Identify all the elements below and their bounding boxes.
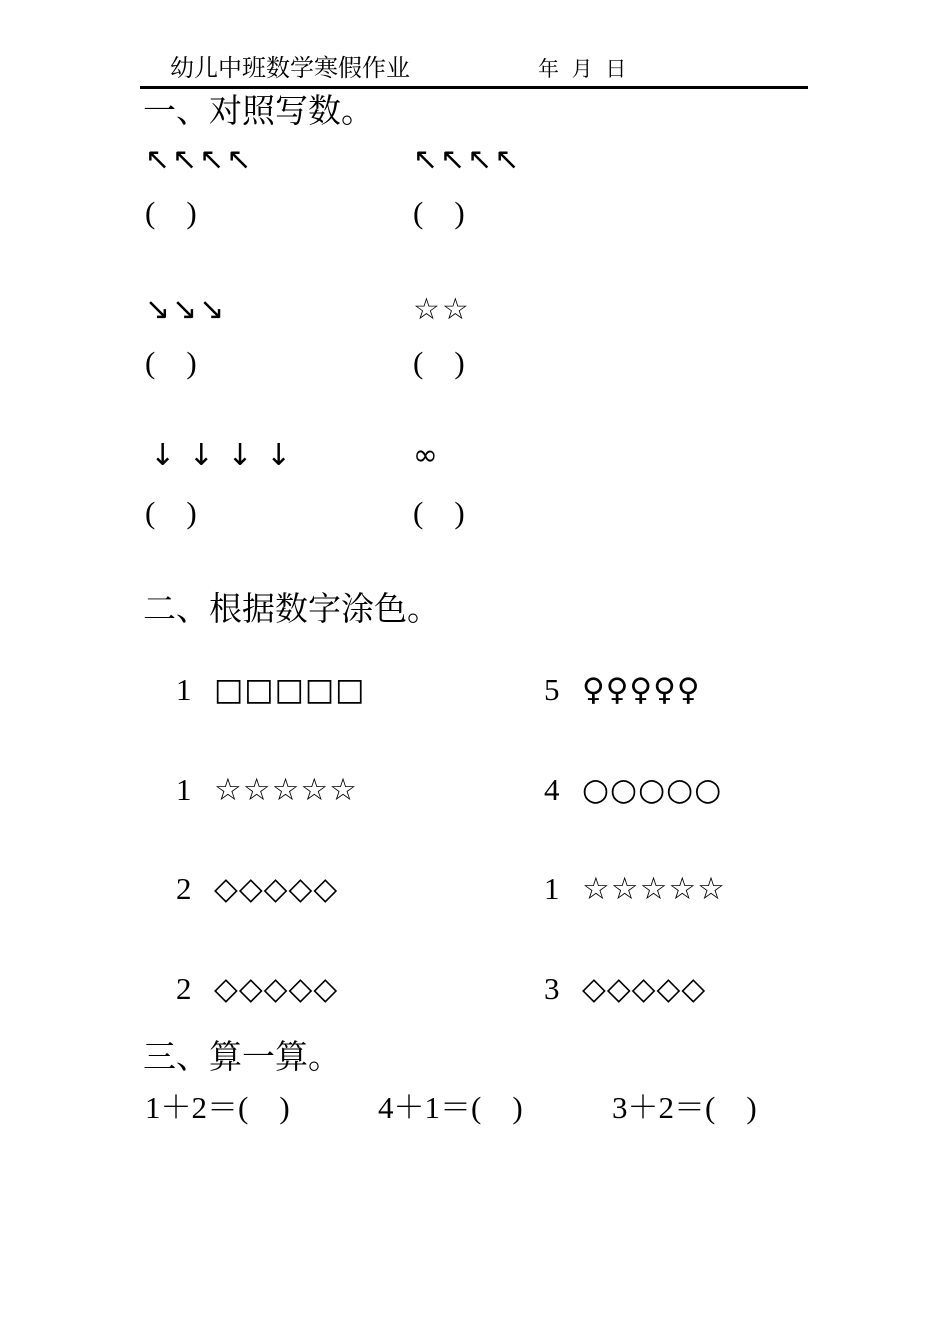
color-row-7 [145, 942, 338, 1036]
diamond-shapes: ◇◇◇◇◇ [214, 971, 339, 1007]
symbol-group-5: ↓ ↓ ↓ ↓ [150, 438, 294, 473]
color-count: 5 [544, 672, 560, 707]
answer-blank-4: ( ) [413, 345, 465, 380]
answer-blank-5: ( ) [145, 495, 197, 530]
header-divider [140, 86, 808, 89]
star-shapes: ☆☆☆☆☆ [582, 871, 726, 907]
section-1-title: 一、对照写数。 [143, 91, 374, 130]
section-2-title: 二、根据数字涂色。 [143, 589, 440, 628]
math-problem-2: 4＋1＝( ) [378, 1090, 523, 1125]
color-row-6 [513, 842, 726, 936]
color-row-3 [145, 743, 358, 837]
color-count: 2 [176, 971, 192, 1006]
color-count: 1 [544, 871, 560, 906]
diamond-shapes: ◇◇◇◇◇ [582, 971, 707, 1007]
math-problem-1: 1＋2＝( ) [145, 1090, 290, 1125]
color-count: 4 [544, 772, 560, 807]
date-field: 年 月 日 [538, 57, 627, 81]
color-count: 1 [176, 772, 192, 807]
symbol-group-2: ↖↖↖↖ [413, 142, 522, 177]
answer-blank-6: ( ) [413, 495, 465, 530]
diamond-shapes: ◇◇◇◇◇ [214, 871, 339, 907]
female-sign-shapes: ♀♀♀♀♀ [582, 672, 701, 708]
symbol-group-3: ↘↘↘ [145, 292, 227, 327]
math-problem-3: 3＋2＝( ) [612, 1090, 757, 1125]
answer-blank-1: ( ) [145, 195, 197, 230]
symbol-group-1: ↖↖↖↖ [145, 142, 254, 177]
square-shapes: □□□□□ [214, 672, 366, 708]
color-count: 3 [544, 971, 560, 1006]
symbol-group-4: ☆☆ [413, 292, 471, 327]
worksheet-title: 幼儿中班数学寒假作业 [170, 54, 410, 82]
color-count: 2 [176, 871, 192, 906]
answer-blank-3: ( ) [145, 345, 197, 380]
color-count: 1 [176, 672, 192, 707]
symbol-group-6: ∞ [413, 438, 440, 473]
section-3-title: 三、算一算。 [143, 1037, 341, 1076]
color-row-2 [513, 643, 701, 737]
circle-shapes: ○○○○○ [582, 772, 723, 808]
star-shapes: ☆☆☆☆☆ [214, 772, 358, 808]
color-row-1 [145, 643, 365, 737]
color-row-5 [145, 842, 338, 936]
color-row-8 [513, 942, 706, 1036]
color-row-4 [513, 743, 722, 837]
answer-blank-2: ( ) [413, 195, 465, 230]
